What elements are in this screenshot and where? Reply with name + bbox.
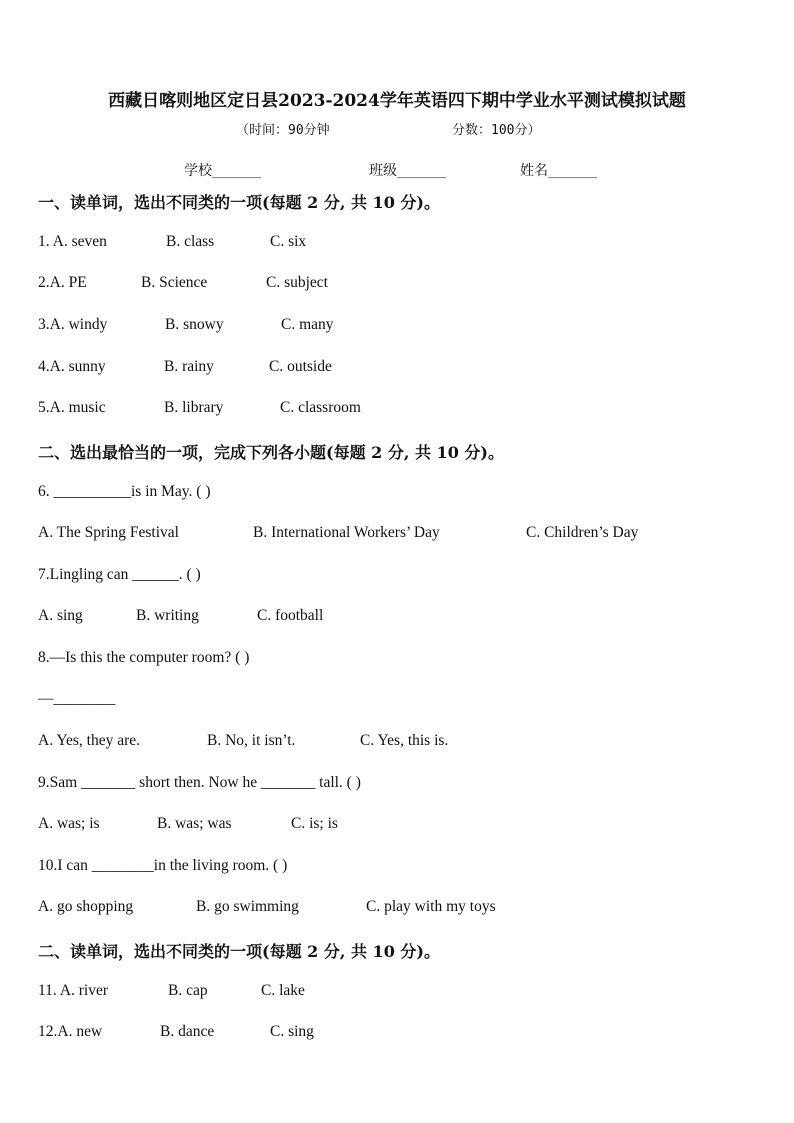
question-4-option-b: B. rainy — [164, 358, 214, 375]
question-12-option-b: B. dance — [160, 1023, 215, 1040]
question-9-option-c: C. is; is — [291, 815, 338, 832]
question-3-option-c: C. many — [281, 316, 334, 333]
exam-time: （时间：90分钟 — [236, 123, 330, 138]
question-7-option-c: C. football — [257, 607, 324, 624]
name-field: 姓名_______ — [520, 163, 597, 179]
question-5-option-a: 5.A. music — [38, 399, 106, 416]
question-9-option-a: A. was; is — [38, 815, 100, 832]
section-heading: 一、读单词，选出不同类的一项(每题 2 分, 共 10 分)。 — [38, 193, 440, 212]
question-6-option-a: A. The Spring Festival — [38, 524, 179, 541]
question-12-option-c: C. sing — [270, 1023, 314, 1040]
question-8-stem: 8.—Is this the computer room? ( ) — [38, 649, 250, 666]
question-7-stem: 7.Lingling can ______. ( ) — [38, 566, 201, 583]
question-5-option-c: C. classroom — [280, 399, 361, 416]
question-11-option-b: B. cap — [168, 982, 208, 999]
question-8-option-b: B. No, it isn’t. — [207, 732, 296, 749]
question-6-option-b: B. International Workers’ Day — [253, 524, 440, 541]
class-field: 班级_______ — [369, 163, 446, 179]
page-title: 西藏日喀则地区定日县2023-2024学年英语四下期中学业水平测试模拟试题 — [108, 91, 686, 111]
question-3-option-a: 3.A. windy — [38, 316, 108, 333]
question-7-option-b: B. writing — [136, 607, 199, 624]
question-8-option-c: C. Yes, this is. — [360, 732, 449, 749]
question-1-option-b: B. class — [166, 233, 215, 250]
question-7-option-a: A. sing — [38, 607, 83, 624]
question-2-option-a: 2.A. PE — [38, 274, 87, 291]
question-4-option-c: C. outside — [269, 358, 332, 375]
question-11-option-c: C. lake — [261, 982, 305, 999]
question-8-option-a: A. Yes, they are. — [38, 732, 141, 749]
question-5-option-b: B. library — [164, 399, 224, 416]
question-1-option-c: C. six — [270, 233, 307, 250]
question-1-option-a: 1. A. seven — [38, 233, 107, 250]
question-8-answer-blank: —________ — [38, 690, 116, 707]
exam-score: 分数：100分） — [452, 123, 541, 138]
question-10-option-c: C. play with my toys — [366, 898, 496, 915]
question-12-option-a: 12.A. new — [38, 1023, 103, 1040]
question-6-stem: 6. __________is in May. ( ) — [38, 483, 211, 500]
question-2-option-b: B. Science — [141, 274, 208, 291]
school-field: 学校_______ — [184, 163, 261, 179]
question-10-option-a: A. go shopping — [38, 898, 134, 915]
question-6-option-c: C. Children’s Day — [526, 524, 639, 541]
question-2-option-c: C. subject — [266, 274, 328, 291]
question-9-stem: 9.Sam _______ short then. Now he _______ tall. ( ) — [38, 774, 361, 791]
question-10-option-b: B. go swimming — [196, 898, 299, 915]
question-3-option-b: B. snowy — [165, 316, 224, 333]
section-heading: 二、选出最恰当的一项，完成下列各小题(每题 2 分, 共 10 分)。 — [38, 443, 504, 462]
question-4-option-a: 4.A. sunny — [38, 358, 106, 375]
question-9-option-b: B. was; was — [157, 815, 232, 832]
question-10-stem: 10.I can ________in the living room. ( ) — [38, 857, 288, 874]
section-heading: 二、读单词，选出不同类的一项(每题 2 分, 共 10 分)。 — [38, 942, 440, 961]
question-11-option-a: 11. A. river — [38, 982, 109, 999]
